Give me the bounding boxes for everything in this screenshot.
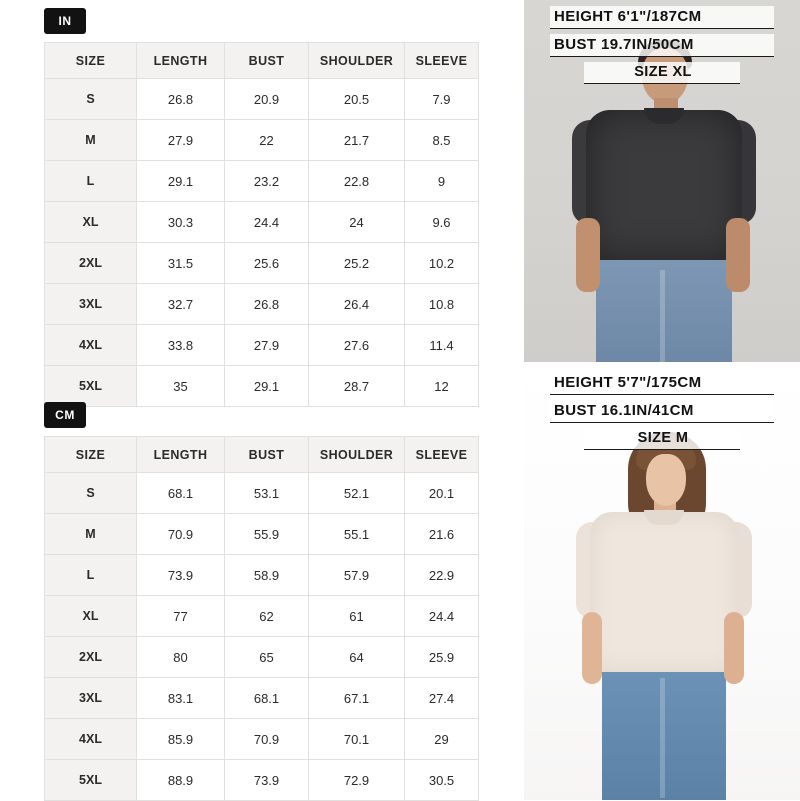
cell-sleeve: 7.9 [405, 79, 479, 120]
cell-bust: 53.1 [225, 473, 309, 514]
cell-shoulder: 55.1 [309, 514, 405, 555]
column-header-bust: BUST [225, 43, 309, 79]
model-card-male [524, 0, 800, 362]
cell-sleeve: 10.2 [405, 243, 479, 284]
cell-sleeve: 12 [405, 366, 479, 407]
cell-shoulder: 57.9 [309, 555, 405, 596]
table-row [45, 202, 479, 243]
cell-size: 5XL [45, 760, 137, 801]
table-row [45, 637, 479, 678]
table-row [45, 325, 479, 366]
cell-shoulder: 67.1 [309, 678, 405, 719]
table-row [45, 366, 479, 407]
cell-shoulder: 52.1 [309, 473, 405, 514]
cell-length: 73.9 [137, 555, 225, 596]
spec-size: SIZE M [584, 428, 740, 450]
cell-bust: 27.9 [225, 325, 309, 366]
table-row [45, 243, 479, 284]
cell-size: M [45, 120, 137, 161]
cell-sleeve: 29 [405, 719, 479, 760]
cell-length: 32.7 [137, 284, 225, 325]
column-header-length: LENGTH [137, 437, 225, 473]
table-row [45, 719, 479, 760]
cell-sleeve: 21.6 [405, 514, 479, 555]
cell-shoulder: 27.6 [309, 325, 405, 366]
cell-size: 3XL [45, 284, 137, 325]
cell-length: 77 [137, 596, 225, 637]
size-table-cm [44, 436, 479, 801]
cell-shoulder: 64 [309, 637, 405, 678]
cell-bust: 55.9 [225, 514, 309, 555]
unit-badge-cm: CM [44, 402, 86, 428]
column-header-length: LENGTH [137, 43, 225, 79]
cell-shoulder: 22.8 [309, 161, 405, 202]
female-model-specs [550, 372, 774, 450]
female-arm-right [724, 612, 744, 684]
male-model-specs [550, 6, 774, 84]
cell-bust: 65 [225, 637, 309, 678]
table-header-row [45, 437, 479, 473]
size-table-block-in [44, 8, 479, 407]
cell-bust: 24.4 [225, 202, 309, 243]
cell-bust: 73.9 [225, 760, 309, 801]
cell-sleeve: 8.5 [405, 120, 479, 161]
column-header-size: SIZE [45, 437, 137, 473]
cell-length: 88.9 [137, 760, 225, 801]
cell-length: 31.5 [137, 243, 225, 284]
cell-length: 35 [137, 366, 225, 407]
cell-length: 68.1 [137, 473, 225, 514]
cell-sleeve: 22.9 [405, 555, 479, 596]
cell-length: 29.1 [137, 161, 225, 202]
cell-size: XL [45, 202, 137, 243]
cell-sleeve: 9 [405, 161, 479, 202]
cell-shoulder: 21.7 [309, 120, 405, 161]
column-header-shoulder: SHOULDER [309, 43, 405, 79]
cell-length: 27.9 [137, 120, 225, 161]
table-row [45, 555, 479, 596]
cell-length: 85.9 [137, 719, 225, 760]
cell-shoulder: 24 [309, 202, 405, 243]
cell-bust: 68.1 [225, 678, 309, 719]
model-photos-column [524, 0, 800, 800]
cell-bust: 22 [225, 120, 309, 161]
spec-size: SIZE XL [584, 62, 740, 84]
cell-bust: 26.8 [225, 284, 309, 325]
cell-length: 80 [137, 637, 225, 678]
male-tshirt [586, 110, 742, 260]
cell-length: 30.3 [137, 202, 225, 243]
cell-bust: 23.2 [225, 161, 309, 202]
cell-length: 70.9 [137, 514, 225, 555]
cell-bust: 20.9 [225, 79, 309, 120]
male-arm-right [726, 218, 750, 292]
female-face [646, 454, 686, 506]
cell-shoulder: 26.4 [309, 284, 405, 325]
cell-sleeve: 20.1 [405, 473, 479, 514]
cell-size: L [45, 161, 137, 202]
table-row [45, 514, 479, 555]
spec-bust: BUST 16.1IN/41CM [550, 400, 774, 423]
cell-bust: 58.9 [225, 555, 309, 596]
table-row [45, 284, 479, 325]
table-header-row [45, 43, 479, 79]
female-arm-left [582, 612, 602, 684]
column-header-sleeve: SLEEVE [405, 437, 479, 473]
cell-sleeve: 10.8 [405, 284, 479, 325]
female-tshirt [590, 512, 738, 672]
cell-sleeve: 30.5 [405, 760, 479, 801]
cell-size: 4XL [45, 719, 137, 760]
table-row [45, 596, 479, 637]
cell-bust: 70.9 [225, 719, 309, 760]
cell-size: L [45, 555, 137, 596]
spec-height: HEIGHT 5'7"/175CM [550, 372, 774, 395]
cell-length: 26.8 [137, 79, 225, 120]
cell-bust: 29.1 [225, 366, 309, 407]
male-arm-left [576, 218, 600, 292]
cell-sleeve: 25.9 [405, 637, 479, 678]
cell-size: 3XL [45, 678, 137, 719]
table-row [45, 473, 479, 514]
cell-size: 2XL [45, 243, 137, 284]
cell-size: 5XL [45, 366, 137, 407]
table-row [45, 678, 479, 719]
size-table-in [44, 42, 479, 407]
table-row [45, 161, 479, 202]
male-jeans [596, 252, 732, 362]
cell-bust: 25.6 [225, 243, 309, 284]
spec-bust: BUST 19.7IN/50CM [550, 34, 774, 57]
cell-shoulder: 72.9 [309, 760, 405, 801]
cell-size: S [45, 79, 137, 120]
cell-sleeve: 11.4 [405, 325, 479, 366]
model-card-female [524, 362, 800, 800]
column-header-shoulder: SHOULDER [309, 437, 405, 473]
cell-sleeve: 27.4 [405, 678, 479, 719]
column-header-size: SIZE [45, 43, 137, 79]
cell-size: XL [45, 596, 137, 637]
size-table-block-cm [44, 402, 479, 801]
column-header-sleeve: SLEEVE [405, 43, 479, 79]
table-row [45, 79, 479, 120]
unit-badge-in: IN [44, 8, 86, 34]
cell-size: M [45, 514, 137, 555]
female-jeans [602, 662, 726, 800]
spec-height: HEIGHT 6'1"/187CM [550, 6, 774, 29]
cell-length: 83.1 [137, 678, 225, 719]
cell-size: 4XL [45, 325, 137, 366]
cell-shoulder: 70.1 [309, 719, 405, 760]
cell-sleeve: 24.4 [405, 596, 479, 637]
cell-size: S [45, 473, 137, 514]
cell-length: 33.8 [137, 325, 225, 366]
table-row [45, 760, 479, 801]
cell-shoulder: 20.5 [309, 79, 405, 120]
cell-shoulder: 61 [309, 596, 405, 637]
cell-shoulder: 25.2 [309, 243, 405, 284]
cell-sleeve: 9.6 [405, 202, 479, 243]
column-header-bust: BUST [225, 437, 309, 473]
cell-bust: 62 [225, 596, 309, 637]
cell-shoulder: 28.7 [309, 366, 405, 407]
cell-size: 2XL [45, 637, 137, 678]
table-row [45, 120, 479, 161]
